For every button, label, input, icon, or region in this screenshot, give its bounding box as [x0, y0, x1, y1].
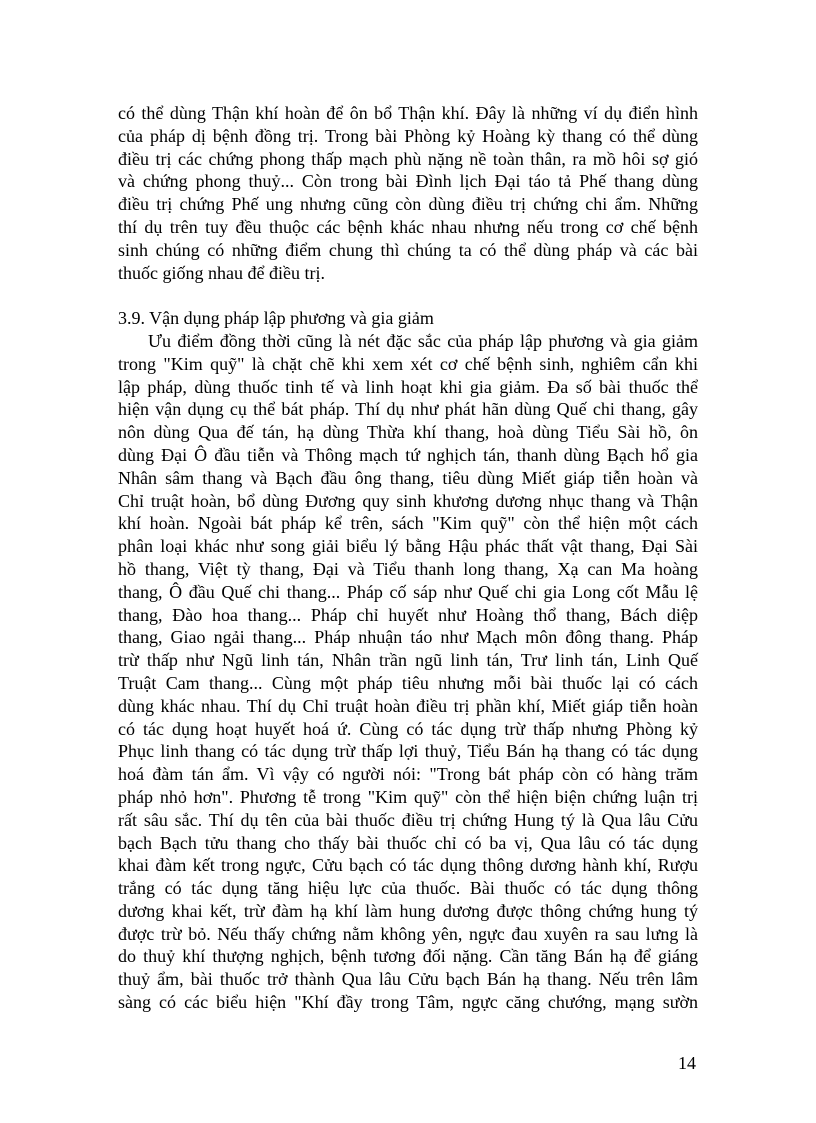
text-line: và chứng phong thuỷ... Còn trong bài Đình lịch Đại táo tả Phế thang dùng — [118, 171, 698, 192]
text-line: trong "Kim quỹ" là chặt chẽ khi xem xét cơ chế bệnh sinh, nghiêm cẩn khi — [118, 353, 698, 374]
text-line: Phục linh thang có tác dụng trừ thấp lợi thuỷ, Tiểu Bán hạ thang có tác dụng — [118, 741, 698, 762]
text-line: có tác dụng hoạt huyết hoá ứ. Cùng có tác dụng trừ thấp nhưng Phòng kỷ — [118, 718, 698, 739]
paragraph-2 — [118, 330, 698, 1014]
text-line: thí dụ trên tuy đều thuộc các bệnh khác nhau nhưng nếu trong cơ chế bệnh — [118, 216, 698, 237]
paragraph-1 — [118, 102, 698, 284]
text-line: của pháp dị bệnh đồng trị. Trong bài Phòng kỷ Hoàng kỳ thang có thể dùng — [118, 125, 698, 146]
text-line: hoá đàm tán ẩm. Vì vậy có người nói: "Trong bát pháp còn có hàng trăm — [118, 764, 698, 785]
text-line: dương khai kết, trừ đàm hạ khí làm hung dương được thông chứng hung tý — [118, 900, 698, 921]
text-line: thuốc giống nhau để điều trị. — [118, 262, 325, 283]
text-line: khai đàm kết trong ngực, Cửu bạch có tác dụng thông dương hành khí, Rượu — [118, 855, 698, 876]
text-line: hiện vận dụng cụ thể bát pháp. Thí dụ như phát hãn dùng Quế chi thang, gây — [118, 399, 698, 420]
text-line: dùng Đại Ô đầu tiễn và Thông mạch tứ nghịch tán, thanh dùng Bạch hổ gia — [118, 444, 698, 465]
text-line: trừ thấp như Ngũ linh tán, Nhân trần ngũ linh tán, Trư linh tán, Linh Quế — [118, 650, 698, 671]
text-line: phân loại khác như song giải biểu lý bằng Hậu phác thất vật thang, Đại Sài — [118, 536, 698, 557]
text-line: hồ thang, Việt tỳ thang, Đại và Tiểu thanh long thang, Xạ can Ma hoàng — [118, 558, 698, 579]
text-line: Ưu điểm đồng thời cũng là nét đặc sắc của pháp lập phương và gia giảm — [148, 330, 698, 351]
text-line: Chỉ truật hoàn, bổ dùng Đương quy sinh khương dương nhục thang và Thận — [118, 490, 698, 511]
text-line: do thuỷ khí thượng nghịch, bệnh tương đối nặng. Cần tăng Bán hạ để giáng — [118, 946, 698, 967]
text-line: bạch Bạch tửu thang cho thấy bài thuốc chỉ có ba vị, Qua lâu có tác dụng — [118, 832, 698, 853]
text-line: sàng có các biểu hiện "Khí đầy trong Tâm, ngực căng chướng, mạng sườn — [118, 992, 698, 1013]
text-line: dùng khác nhau. Thí dụ Chỉ truật hoàn điều trị phần khí, Miết giáp tiễn hoàn — [118, 695, 698, 716]
text-line: nôn dùng Qua đế tán, hạ dùng Thừa khí thang, hoà dùng Tiểu Sài hồ, ôn — [118, 422, 698, 443]
paragraph-gap — [118, 284, 698, 307]
text-line: khí hoàn. Ngoài bát pháp kể trên, sách "Kim quỹ" còn thể hiện một cách — [118, 513, 698, 534]
text-line: thang, Giao ngải thang... Pháp nhuận táo như Mạch môn đông thang. Pháp — [118, 627, 698, 648]
text-line: lập pháp, dùng thuốc tinh tế và linh hoạt khi gia giảm. Đa số bài thuốc thể — [118, 376, 698, 397]
text-line: rất sâu sắc. Thí dụ tên của bài thuốc điều trị chứng Hung tý là Qua lâu Cửu — [118, 809, 698, 830]
text-line: Nhân sâm thang và Bạch đầu ông thang, tiêu dùng Miết giáp tiễn hoàn và — [118, 467, 698, 488]
section-heading: 3.9. Vận dụng pháp lập phương và gia giảm — [118, 308, 434, 329]
text-line: thang, Đào hoa thang... Pháp chỉ huyết như Hoàng thổ thang, Bách diệp — [118, 604, 698, 625]
text-line: sinh chúng có những điểm chung thì chúng ta có thể dùng pháp và các bài — [118, 239, 698, 260]
text-line: thuỷ ẩm, bài thuốc trở thành Qua lâu Cửu bạch Bán hạ thang. Nếu trên lâm — [118, 969, 698, 990]
text-line: pháp nhỏ hơn". Phương tễ trong "Kim quỹ" còn thể hiện biện chứng luận trị — [118, 786, 698, 807]
text-line: có thể dùng Thận khí hoàn để ôn bổ Thận khí. Đây là những ví dụ điển hình — [118, 103, 698, 123]
text-line: được trừ bỏ. Nếu thấy chứng nằm không yên, ngực đau xuyên ra sau lưng là — [118, 923, 698, 944]
text-line: Truật Cam thang... Cùng một pháp tiêu nhưng mỗi bài thuốc lại có cách — [118, 672, 698, 693]
page-body — [118, 102, 698, 1014]
text-line: điều trị chứng Phế ung nhưng cũng còn dùng điều trị chứng chi ẩm. Những — [118, 194, 698, 215]
text-line: thang, Ô đầu Quế chi thang... Pháp cố sáp như Quế chi gia Long cốt Mẫu lệ — [118, 581, 698, 602]
text-line: trắng có tác dụng tăng hiệu lực của thuốc. Bài thuốc có tác dụng thông — [118, 878, 698, 899]
page-number: 14 — [678, 1053, 696, 1073]
text-line: điều trị các chứng phong thấp mạch phù nặng nề toàn thân, ra mồ hôi sợ gió — [118, 148, 698, 169]
